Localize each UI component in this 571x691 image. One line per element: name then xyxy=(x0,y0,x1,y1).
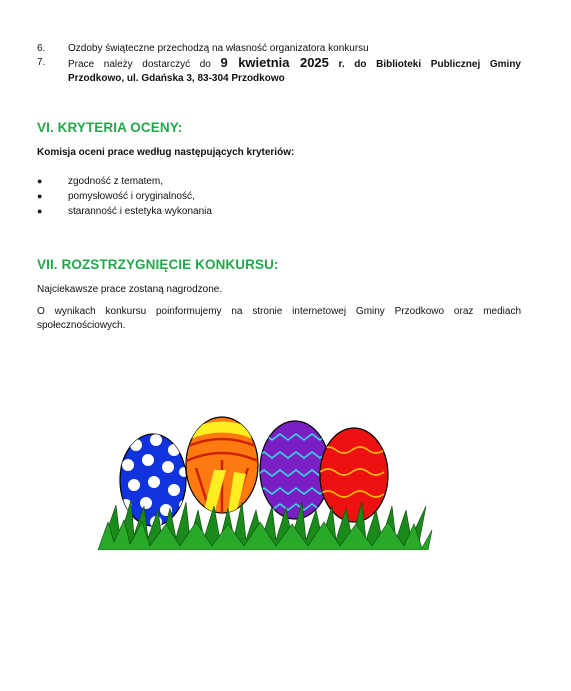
deadline-date: 9 kwietnia 2025 xyxy=(220,55,329,70)
list-item xyxy=(37,42,521,56)
list-item xyxy=(37,174,212,189)
list-text: Prace należy dostarczyć do xyxy=(68,59,211,70)
list-number: 7. xyxy=(37,57,46,68)
red-egg-icon xyxy=(320,428,388,522)
list-text-line xyxy=(68,56,521,72)
easter-eggs-illustration xyxy=(96,410,436,550)
list-text-bold: r. do Biblioteki Publicznej Gminy xyxy=(338,59,521,70)
orange-egg-icon xyxy=(184,417,260,520)
list-item xyxy=(37,204,212,219)
results-para-1: Najciekawsze prace zostaną nagrodzone. xyxy=(37,284,223,295)
purple-egg-icon xyxy=(256,421,330,519)
criteria-list xyxy=(37,174,212,219)
bullet-icon: ● xyxy=(37,191,43,201)
list-text: Ozdoby świąteczne przechodzą na własność organizatora konkursu xyxy=(68,43,369,54)
results-para-2: O wynikach konkursu poinformujemy na stronie internetowej Gminy Przodkowo oraz mediach społecznościowych. xyxy=(37,306,521,331)
list-item xyxy=(37,56,521,86)
section-heading-criteria: VI. KRYTERIA OCENY: xyxy=(37,120,183,135)
bullet-text: pomysłowość i oryginalność, xyxy=(68,191,195,202)
bullet-icon: ● xyxy=(37,176,43,186)
bullet-icon: ● xyxy=(37,206,43,216)
section-heading-results: VII. ROZSTRZYGNIĘCIE KONKURSU: xyxy=(37,257,279,272)
bullet-text: staranność i estetyka wykonania xyxy=(68,206,212,217)
list-item xyxy=(37,189,212,204)
criteria-intro: Komisja oceni prace według następujących kryteriów: xyxy=(37,147,295,158)
address-line: Przodkowo, ul. Gdańska 3, 83-304 Przodkowo xyxy=(68,73,285,84)
list-number: 6. xyxy=(37,43,46,54)
numbered-list xyxy=(37,42,521,86)
bullet-text: zgodność z tematem, xyxy=(68,176,164,187)
